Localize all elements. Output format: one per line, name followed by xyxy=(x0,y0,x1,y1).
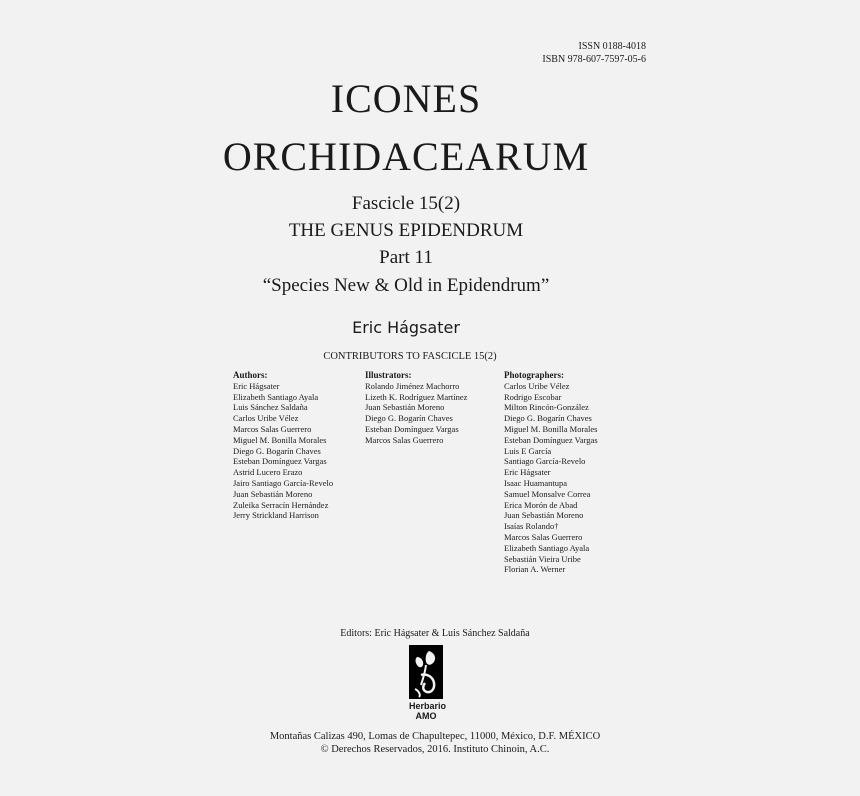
illustrator-item: Juan Sebastián Moreno xyxy=(365,402,445,413)
author-item: Juan Sebastián Moreno xyxy=(233,488,313,499)
author-item: Miguel M. Bonilla Morales xyxy=(233,434,327,445)
illustrator-item: Esteban Domínguez Vargas xyxy=(365,423,459,434)
author-item: Diego G. Bogarín Chaves xyxy=(233,445,321,456)
author-item: Carlos Uribe Vélez xyxy=(233,413,299,424)
photographer-item: Isaac Huamantupa xyxy=(504,477,568,488)
author-item: Jerry Strickland Harrison xyxy=(233,510,319,521)
logo-label-line-1: Herbario xyxy=(409,701,447,711)
photographer-item: Miguel M. Bonilla Morales xyxy=(504,423,598,434)
photographer-item: Juan Sebastián Moreno xyxy=(504,510,584,521)
photographer-item: Isaías Rolando† xyxy=(504,521,559,532)
photographer-item: Esteban Domínguez Vargas xyxy=(504,434,598,445)
photographer-item: Elizabeth Santiago Ayala xyxy=(504,542,590,553)
illustrator-item: Marcos Salas Guerrero xyxy=(365,434,444,445)
address-block xyxy=(0,730,860,756)
herbario-amo-logo xyxy=(409,645,447,725)
photographer-item: Marcos Salas Guerrero xyxy=(504,531,583,542)
photographer-item: Santiago García-Revelo xyxy=(504,456,586,467)
illustrators-column xyxy=(365,370,467,446)
logo-label xyxy=(409,701,447,721)
photographer-item: Sebastián Vieira Uribe xyxy=(504,553,581,564)
authors-column xyxy=(233,370,333,521)
photographer-item: Rodrigo Escobar xyxy=(504,391,562,402)
title-line-2: ORCHIDACEARUM xyxy=(222,134,590,179)
genus-label: THE GENUS EPIDENDRUM xyxy=(288,220,524,241)
part-label: Part 11 xyxy=(379,247,433,268)
photographers-column xyxy=(504,370,598,575)
photographer-item: Samuel Monsalve Correa xyxy=(504,488,591,499)
author-item: Esteban Domínguez Vargas xyxy=(233,456,327,467)
photographer-item: Florian A. Werner xyxy=(504,564,566,575)
author-item: Marcos Salas Guerrero xyxy=(233,423,312,434)
logo-label-line-2: AMO xyxy=(415,711,437,721)
illustrators-heading: Illustrators: xyxy=(365,370,412,380)
author-item: Eric Hágsater xyxy=(233,380,280,391)
illustrator-item: Lizeth K. Rodríguez Martínez xyxy=(365,391,468,402)
photographer-item: Milton Rincón-González xyxy=(504,402,589,413)
isbn-block xyxy=(542,40,646,66)
orchid-logo-icon xyxy=(409,645,443,699)
photographers-heading: Photographers: xyxy=(504,370,564,380)
author-item: Luis Sánchez Saldaña xyxy=(233,402,308,413)
author-item: Jairo Santiago García-Revelo xyxy=(233,477,334,488)
photographer-item: Diego G. Bogarín Chaves xyxy=(504,413,592,424)
author-name: Eric Hágsater xyxy=(352,318,460,337)
author-item: Zuleika Serracín Hernández xyxy=(233,499,329,510)
authors-heading: Authors: xyxy=(233,370,268,380)
photographer-item: Carlos Uribe Vélez xyxy=(504,380,570,391)
isbn-text: ISBN 978-607-7597-05-6 xyxy=(542,54,646,65)
issn-text: ISSN 0188-4018 xyxy=(578,41,646,52)
editors-line: Editors: Eric Hágsater & Luis Sánchez Saldaña xyxy=(340,628,530,639)
author-item: Astrid Lucero Erazo xyxy=(233,467,303,478)
author-item: Elizabeth Santiago Ayala xyxy=(233,391,319,402)
contributors-heading: CONTRIBUTORS TO FASCICLE 15(2) xyxy=(323,351,497,362)
address-line: Montañas Calizas 490, Lomas de Chapultepec, 11000, México, D.F. MÉXICO xyxy=(269,731,601,742)
copyright-line: © Derechos Reservados, 2016. Instituto Chinoin, A.C. xyxy=(320,744,550,755)
illustrator-item: Diego G. Bogarín Chaves xyxy=(365,413,453,424)
photographer-item: Luis E García xyxy=(504,445,552,456)
fascicle-label: Fascicle 15(2) xyxy=(351,193,461,214)
title-line-1: ICONES xyxy=(330,76,482,121)
illustrator-item: Rolando Jiménez Machorro xyxy=(365,380,460,391)
photographer-item: Eric Hágsater xyxy=(504,467,551,478)
photographer-item: Erica Morón de Abad xyxy=(504,499,578,510)
species-quote: “Species New & Old in Epidendrum” xyxy=(262,275,550,296)
